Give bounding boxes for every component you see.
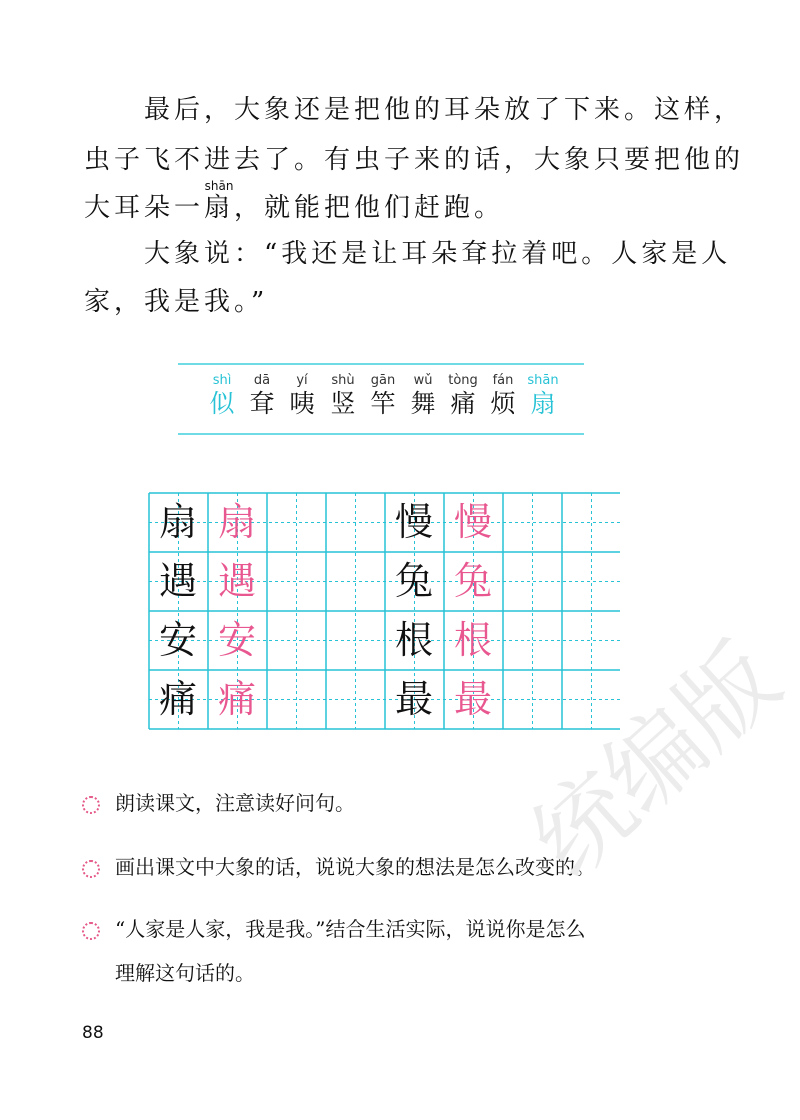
passage-line-3	[84, 179, 505, 226]
grid-model-char: 根	[394, 618, 433, 662]
vocab-word	[242, 373, 282, 419]
grid-trace-char: 痛	[217, 677, 256, 721]
vocabulary-box	[178, 363, 584, 435]
vocab-pinyin: shì	[212, 373, 232, 388]
vocab-word	[443, 373, 483, 419]
task-3-text: “人家是人家，我是我。”结合生活实际，说说你是怎么	[115, 917, 586, 941]
vocab-pinyin: yí	[296, 373, 308, 388]
grid-model-char: 遇	[158, 559, 197, 603]
grid-model-char: 痛	[158, 677, 197, 721]
grid-model-char: 扇	[158, 500, 197, 544]
vocab-word	[282, 373, 322, 419]
vocab-pinyin: dā	[253, 373, 271, 388]
grid-trace-char: 遇	[217, 559, 256, 603]
task-1-text: 朗读课文，注意读好问句。	[115, 791, 355, 815]
vocab-word	[483, 373, 523, 419]
vocab-char: 扇	[530, 389, 556, 418]
vocab-pinyin: shù	[331, 373, 355, 388]
vocab-word	[403, 373, 443, 419]
vocab-char: 痛	[450, 389, 476, 418]
grid-trace-char: 兔	[453, 559, 492, 603]
page-number: 88	[82, 1023, 104, 1043]
vocab-char: 舞	[410, 389, 436, 418]
task-3-text-continued: 理解这句话的。	[115, 961, 255, 985]
vocab-pinyin: shān	[527, 373, 559, 388]
grid-model-char: 兔	[394, 559, 433, 603]
vocab-char: 烦	[490, 389, 516, 418]
grid-trace-char: 扇	[217, 500, 256, 544]
vocab-word	[363, 373, 403, 419]
passage-line-5: 家，我是我。”	[84, 287, 269, 317]
vocab-word	[323, 373, 363, 419]
task-bullet-icon	[82, 922, 100, 940]
passage-line-2: 虫子飞不进去了。有虫子来的话，大象只要把他的	[84, 145, 745, 175]
task-bullet-icon	[82, 860, 100, 878]
vocab-char: 似	[209, 389, 235, 418]
ruby-word	[204, 179, 235, 226]
passage-line-1: 最后，大象还是把他的耳朵放了下来。这样，	[84, 95, 745, 125]
grid-trace-char: 慢	[453, 500, 492, 544]
grid-model-char: 慢	[394, 500, 433, 544]
task-2-text: 画出课文中大象的话，说说大象的想法是怎么改变的。	[115, 855, 595, 879]
grid-trace-char: 最	[453, 677, 492, 721]
vocab-char: 咦	[289, 389, 315, 418]
grid-trace-char: 根	[453, 618, 492, 662]
vocab-pinyin: tòng	[448, 373, 478, 388]
ruby-char: 扇	[204, 193, 235, 223]
vocab-char: 竿	[370, 389, 396, 418]
ruby-pinyin: shān	[204, 179, 234, 193]
passage-line-3-pre: 大耳朵一	[84, 193, 205, 223]
vocab-pinyin: gān	[370, 373, 396, 388]
grid-model-char: 最	[394, 677, 433, 721]
vocab-word	[202, 373, 242, 419]
vocab-word	[523, 373, 563, 419]
vocab-char: 耷	[249, 389, 275, 418]
vocab-char: 竖	[330, 389, 356, 418]
grid-model-char: 安	[158, 618, 197, 662]
passage-line-4: 大象说：“我还是让耳朵耷拉着吧。人家是人	[84, 239, 732, 269]
task-bullet-icon	[82, 796, 100, 814]
vocab-pinyin: wǔ	[413, 373, 433, 388]
passage-line-3-post: ，就能把他们赶跑。	[234, 193, 505, 223]
vocab-pinyin: fán	[492, 373, 514, 388]
watermark: 统编版	[511, 622, 800, 899]
grid-trace-char: 安	[217, 618, 256, 662]
